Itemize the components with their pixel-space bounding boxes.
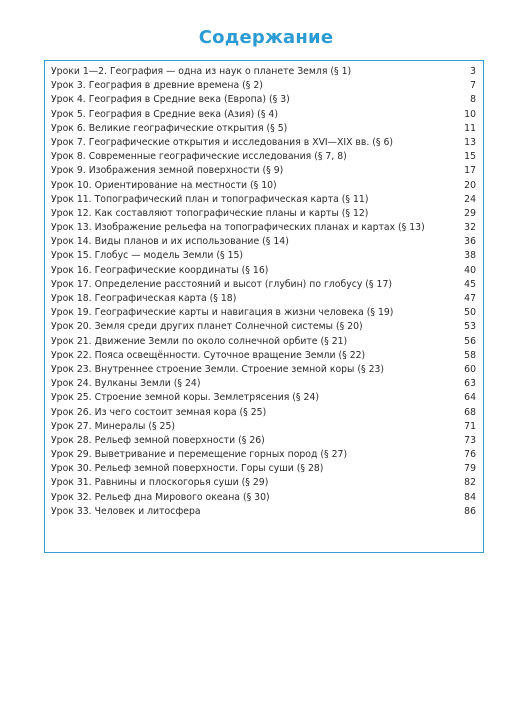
toc-topic: Внутреннее строение Земли. Строение земной коры (§ 23) [94, 363, 385, 375]
toc-lesson-number: Урок 30. [51, 463, 92, 475]
toc-lesson-number: Урок 13. [51, 222, 92, 234]
toc-topic: Рельеф земной поверхности (§ 26) [94, 434, 265, 446]
toc-page-number: 47 [464, 293, 476, 304]
toc-lesson-number: Урок 20. [51, 321, 92, 333]
toc-page-number: 3 [470, 66, 476, 77]
toc-topic: География в Средние века (Азия) (§ 4) [88, 108, 278, 120]
toc-page-number: 11 [464, 122, 476, 134]
toc-topic: Ориентирование на местности (§ 10) [94, 179, 277, 191]
toc-entry [51, 136, 476, 150]
toc-entry [51, 363, 476, 377]
toc-lesson-number: Урок 28. [51, 434, 92, 446]
toc-entry [51, 491, 476, 505]
toc-lesson-number: Урок 12. [51, 207, 92, 219]
toc-page-number: 79 [464, 463, 476, 475]
toc-topic: Великие географические открытия (§ 5) [88, 122, 288, 134]
toc-topic: Топографический план и топографическая карта (§ 11) [94, 193, 369, 205]
toc-entry [51, 193, 476, 207]
toc-entry [51, 235, 476, 249]
toc-page-number: 86 [464, 505, 476, 517]
toc-page-number: 32 [464, 222, 476, 234]
toc-lesson-number: Урок 3. [51, 80, 86, 92]
toc-lesson-number: Уроки 1—2. [51, 66, 107, 77]
toc-topic: Изображение рельефа на топографических планах и картах (§ 13) [94, 222, 425, 234]
toc-page-number: 82 [464, 477, 476, 489]
toc-page-number: 17 [464, 165, 476, 177]
toc-page-number: 76 [464, 449, 476, 461]
toc-entry [51, 207, 476, 221]
toc-lesson-number: Урок 15. [51, 250, 92, 262]
toc-page-number: 64 [464, 392, 476, 404]
toc-entry [51, 335, 476, 349]
toc-topic: Современные географические исследования (§ 7, 8) [88, 151, 347, 163]
toc-page-number: 84 [464, 491, 476, 503]
toc-entry [51, 420, 476, 434]
toc-lesson-number: Урок 23. [51, 363, 92, 375]
toc-page-number: 36 [464, 236, 476, 248]
toc-entry [51, 306, 476, 320]
toc-page-number: 40 [464, 264, 476, 276]
toc-entry [51, 406, 476, 420]
toc-lesson-number: Урок 10. [51, 179, 92, 191]
toc-page-number: 60 [464, 363, 476, 375]
toc-topic: Рельеф земной поверхности. Горы суши (§ 28) [94, 463, 324, 475]
table-of-contents [44, 60, 484, 553]
toc-topic: Рельеф дна Мирового океана (§ 30) [94, 491, 270, 503]
toc-entry [51, 448, 476, 462]
toc-entry [51, 391, 476, 405]
toc-page-number: 58 [464, 349, 476, 361]
toc-topic: Виды планов и их использование (§ 14) [94, 236, 289, 248]
toc-topic: Движение Земли по около солнечной орбите (§ 21) [94, 335, 348, 347]
toc-lesson-number: Урок 25. [51, 392, 92, 404]
toc-entry [51, 249, 476, 263]
toc-page-number: 8 [470, 94, 476, 106]
toc-entry [51, 264, 476, 278]
toc-page-number: 15 [464, 151, 476, 163]
toc-lesson-number: Урок 29. [51, 449, 92, 461]
toc-entry [51, 320, 476, 334]
toc-entry [51, 164, 476, 178]
toc-page-number: 53 [464, 321, 476, 333]
toc-topic: Изображения земной поверхности (§ 9) [88, 165, 284, 177]
toc-lesson-number: Урок 19. [51, 307, 92, 319]
toc-topic: Географические карты и навигация в жизни человека (§ 19) [94, 307, 394, 319]
toc-page-number: 71 [464, 420, 476, 432]
toc-entry [51, 122, 476, 136]
toc-topic: Определение расстояний и высот (глубин) по глобусу (§ 17) [94, 278, 392, 290]
toc-lesson-number: Урок 7. [51, 136, 86, 148]
toc-page-number: 29 [464, 207, 476, 219]
toc-lesson-number: Урок 31. [51, 477, 92, 489]
toc-page-number: 50 [464, 307, 476, 319]
toc-lesson-number: Урок 18. [51, 293, 92, 304]
toc-lesson-number: Урок 17. [51, 278, 92, 290]
toc-lesson-number: Урок 11. [51, 193, 92, 205]
toc-page-number: 10 [464, 108, 476, 120]
toc-topic: Человек и литосфера [94, 505, 201, 517]
toc-page-number: 20 [464, 179, 476, 191]
toc-lesson-number: Урок 27. [51, 420, 92, 432]
toc-topic: Глобус — модель Земли (§ 15) [94, 250, 244, 262]
toc-lesson-number: Урок 9. [51, 165, 86, 177]
toc-entry [51, 179, 476, 193]
toc-entry [51, 462, 476, 476]
toc-topic: Вулканы Земли (§ 24) [94, 378, 201, 390]
toc-lesson-number: Урок 4. [51, 94, 86, 106]
toc-topic: Земля среди других планет Солнечной системы (§ 20) [94, 321, 363, 333]
toc-entry [51, 278, 476, 292]
toc-topic: Равнины и плоскогорья суши (§ 29) [94, 477, 269, 489]
toc-entry [51, 79, 476, 93]
toc-entry [51, 65, 476, 79]
toc-lesson-number: Урок 33. [51, 505, 92, 517]
toc-entry [51, 349, 476, 363]
toc-topic: Пояса освещённости. Суточное вращение Земли (§ 22) [94, 349, 366, 361]
toc-topic: Географические координаты (§ 16) [94, 264, 269, 276]
toc-page-number: 7 [470, 80, 476, 92]
toc-lesson-number: Урок 5. [51, 108, 86, 120]
toc-lesson-number: Урок 8. [51, 151, 86, 163]
toc-topic: Из чего состоит земная кора (§ 25) [94, 406, 267, 418]
toc-topic: Минералы (§ 25) [94, 420, 176, 432]
toc-page-number: 38 [464, 250, 476, 262]
toc-topic: Как составляют топографические планы и карты (§ 12) [94, 207, 369, 219]
toc-lesson-number: Урок 22. [51, 349, 92, 361]
toc-entry [51, 108, 476, 122]
toc-entry [51, 476, 476, 490]
toc-page-number: 68 [464, 406, 476, 418]
toc-page-number: 13 [464, 136, 476, 148]
toc-topic: География в Средние века (Европа) (§ 3) [88, 94, 290, 106]
toc-entry [51, 292, 476, 306]
toc-lesson-number: Урок 21. [51, 335, 92, 347]
toc-topic: Строение земной коры. Землетрясения (§ 24) [94, 392, 319, 404]
toc-lesson-number: Урок 26. [51, 406, 92, 418]
toc-entry [51, 93, 476, 107]
toc-lesson-number: Урок 32. [51, 491, 92, 503]
toc-entry [51, 221, 476, 235]
toc-topic: Географические открытия и исследования в XVI—XIX вв. (§ 6) [88, 136, 394, 148]
toc-entry [51, 434, 476, 448]
toc-topic: Выветривание и перемещение горных пород (§ 27) [94, 449, 348, 461]
toc-entry [51, 505, 476, 519]
toc-lesson-number: Урок 6. [51, 122, 86, 134]
page-title: Содержание [198, 27, 334, 48]
toc-lesson-number: Урок 14. [51, 236, 92, 248]
toc-page-number: 73 [464, 434, 476, 446]
toc-topic: География — одна из наук о планете Земля (§ 1) [109, 66, 352, 77]
toc-entry [51, 150, 476, 164]
toc-page-number: 45 [464, 278, 476, 290]
toc-lesson-number: Урок 16. [51, 264, 92, 276]
toc-topic: Географическая карта (§ 18) [94, 293, 237, 304]
toc-lesson-number: Урок 24. [51, 378, 92, 390]
toc-page-number: 63 [464, 378, 476, 390]
toc-topic: География в древние времена (§ 2) [88, 80, 263, 92]
toc-page-number: 56 [464, 335, 476, 347]
toc-page-number: 24 [464, 193, 476, 205]
toc-entry [51, 377, 476, 391]
